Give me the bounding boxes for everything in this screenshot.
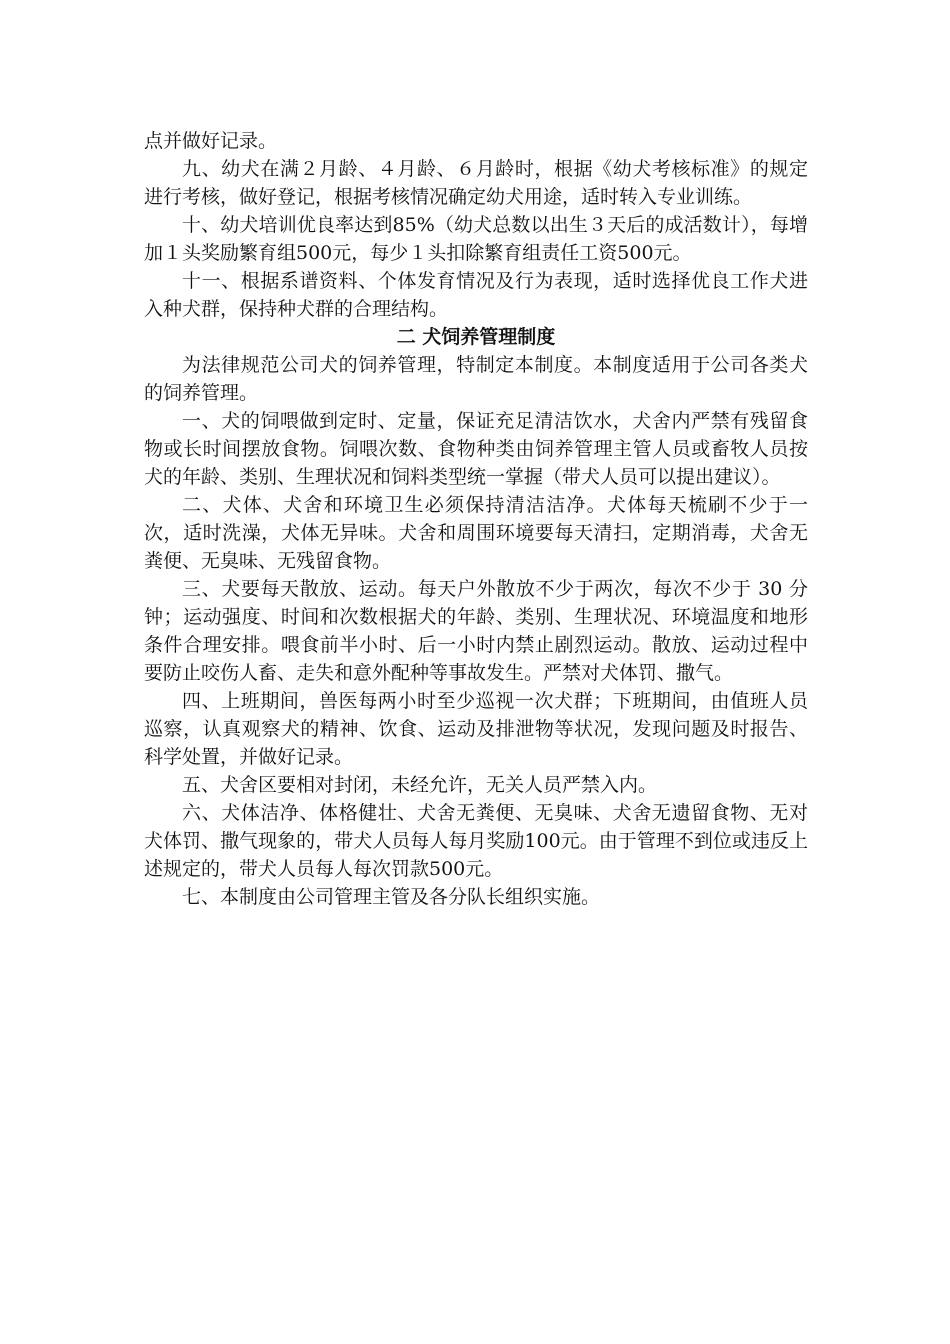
continuation-text: 点并做好记录。	[144, 130, 278, 152]
feeding-rule-4: 四、上班期间，兽医每两小时至少巡视一次犬群；下班期间，由值班人员巡察，认真观察犬的精神、饮食、运动及排泄物等状况，发现问题及时报告、科学处置，并做好记录。	[144, 690, 808, 768]
section-title: 二 犬饲养管理制度	[396, 326, 556, 348]
rule-item-11: 十一、根据系谱资料、个体发育情况及行为表现，适时选择优良工作犬进入种犬群，保持种犬群的合理结构。	[144, 270, 808, 320]
document-body	[144, 127, 808, 911]
rule-item-9: 九、幼犬在满２月龄、４月龄、６月龄时，根据《幼犬考核标准》的规定进行考核，做好登记，根据考核情况确定幼犬用途，适时转入专业训练。	[144, 158, 808, 208]
feeding-rule-2: 二、犬体、犬舍和环境卫生必须保持清洁洁净。犬体每天梳刷不少于一次，适时洗澡，犬体无异味。犬舍和周围环境要每天清扫，定期消毒，犬舍无粪便、无臭味、无残留食物。	[144, 494, 808, 572]
feeding-rule-7: 七、本制度由公司管理主管及各分队长组织实施。	[182, 886, 601, 908]
feeding-rule-5: 五、犬舍区要相对封闭，未经允许，无关人员严禁入内。	[182, 774, 658, 796]
section-intro: 为法律规范公司犬的饲养管理，特制定本制度。本制度适用于公司各类犬的饲养管理。	[144, 354, 808, 404]
feeding-rule-1: 一、犬的饲喂做到定时、定量，保证充足清洁饮水，犬舍内严禁有残留食物或长时间摆放食物。饲喂次数、食物种类由饲养管理主管人员或畜牧人员按犬的年龄、类别、生理状况和饲料类型统一掌握（带犬人员可以提出建议）。	[144, 410, 808, 488]
rule-item-10: 十、幼犬培训优良率达到85%（幼犬总数以出生３天后的成活数计），每增加１头奖励繁育组500元，每少１头扣除繁育组责任工资500元。	[144, 214, 808, 264]
feeding-rule-6: 六、犬体洁净、体格健壮、犬舍无粪便、无臭味、犬舍无遗留食物、无对犬体罚、撒气现象的，带犬人员每人每月奖励100元。由于管理不到位或违反上述规定的，带犬人员每人每次罚款500元。	[144, 802, 808, 880]
feeding-rule-3: 三、犬要每天散放、运动。每天户外散放不少于两次，每次不少于 30 分钟；运动强度、时间和次数根据犬的年龄、类别、生理状况、环境温度和地形条件合理安排。喂食前半小时、后一小时内禁止剧烈运动。散放、运动过程中要防止咬伤人畜、走失和意外配种等事故发生。严禁对犬体罚、撒气。	[144, 578, 808, 684]
